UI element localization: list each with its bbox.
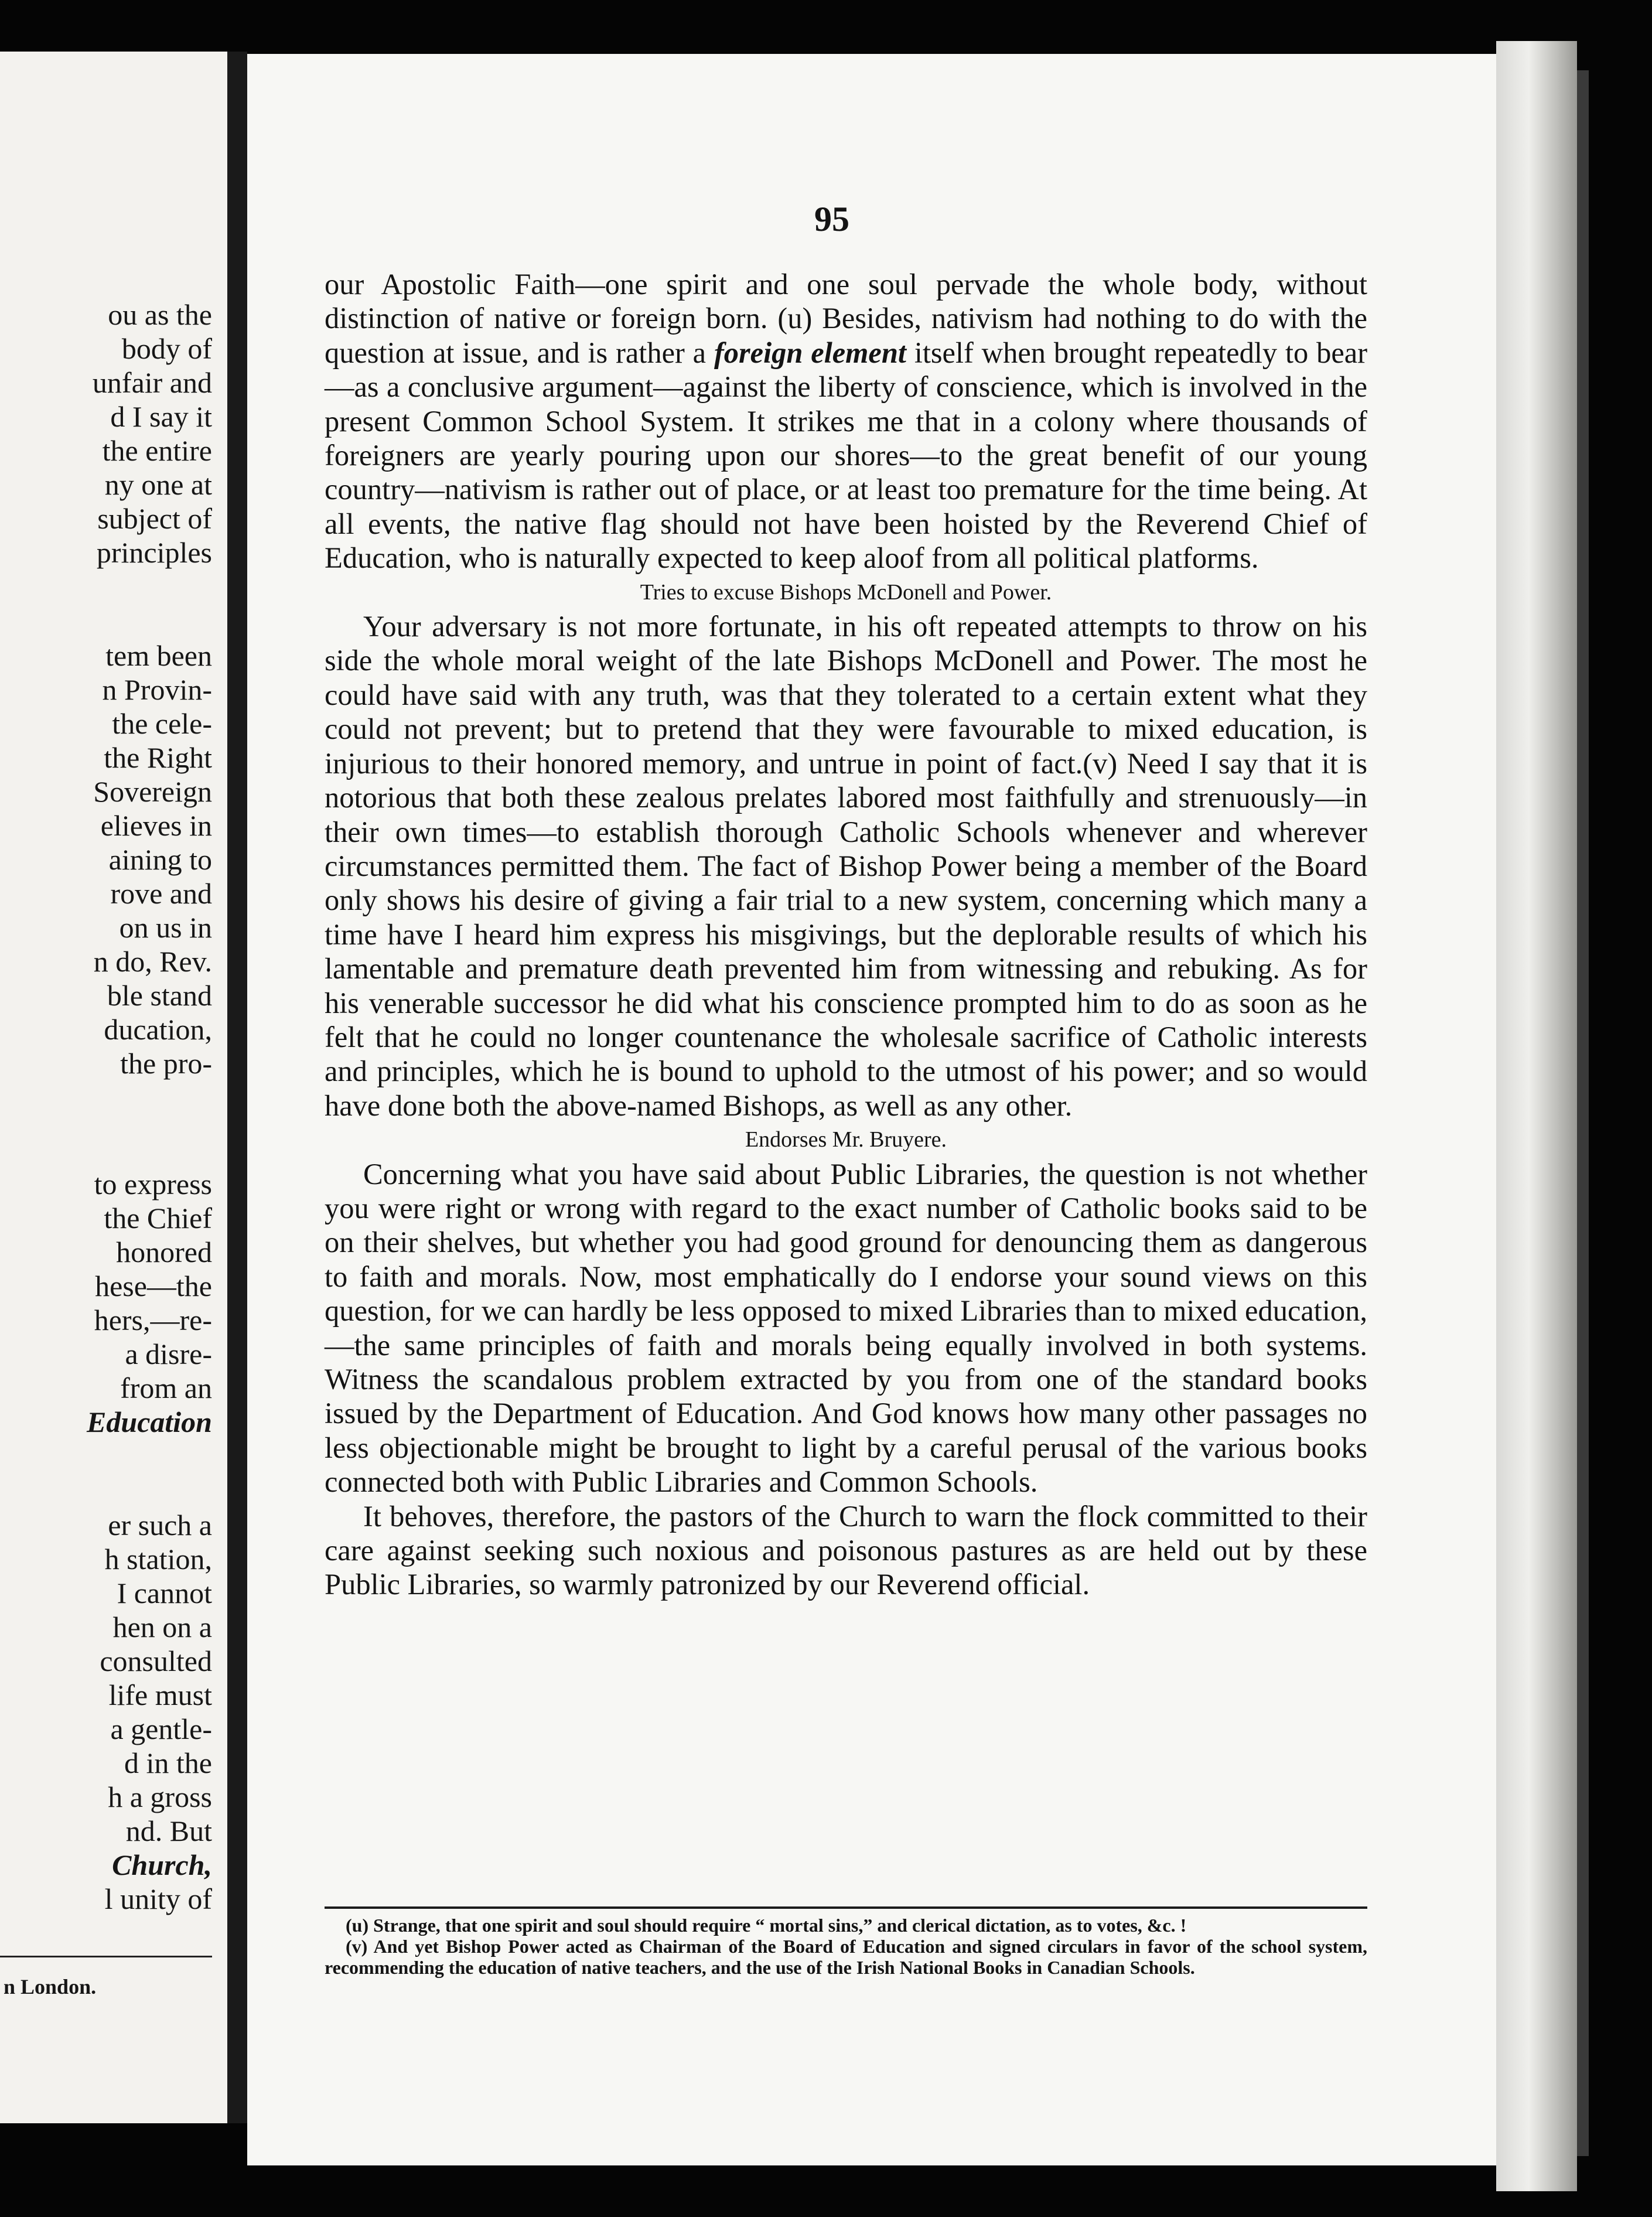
- paragraph-1-text: our Apostolic Faith—one spirit and one soul pervade the whole body, without distinction of native or foreign born. (u) Besides, nativism had nothing to do with the question at issue, and is rather a: [325, 268, 1367, 369]
- left-page-line: tem been: [105, 639, 212, 672]
- left-page-line: Sovereign: [93, 775, 212, 808]
- footnote-v: (v) And yet Bishop Power acted as Chairman of the Board of Education and signed circulars in favor of the school system, recommending the education of native teachers, and the use of the Irish National Books in Canadian Schools.: [325, 1936, 1367, 1978]
- left-page-line: hers,—re-: [94, 1304, 212, 1336]
- left-page-line: nd. But: [125, 1814, 212, 1847]
- page-edges: [1496, 41, 1577, 2191]
- left-page-line: ou as the: [108, 298, 212, 331]
- left-page-line: Church,: [112, 1848, 212, 1881]
- left-page-line: d in the: [124, 1747, 212, 1779]
- left-page-line: I cannot: [117, 1577, 212, 1609]
- foreign-element-emphasis: foreign element: [714, 336, 906, 369]
- left-page-line: hese—the: [95, 1270, 212, 1302]
- paragraph-1-rest: itself when brought repeatedly to bear—as a conclusive argument—against the liberty of conscience, which is involved in the present Common School System. It strikes me that in a colony where thousands of foreigners are yearly pouring upon our shores—to the great benefit of our young country—nativism is rather out of place, or at least too premature for the time being. At all events, the native flag should not have been hoisted by the Reverend Chief of Education, who is naturally expected to keep aloof from all political platforms.: [325, 336, 1368, 575]
- left-page-line: hen on a: [112, 1611, 212, 1643]
- left-page-line: er such a: [108, 1509, 212, 1541]
- left-page-line: n Provin-: [102, 673, 212, 706]
- left-page-line: from an: [120, 1372, 212, 1404]
- page-number: 95: [814, 200, 849, 238]
- paragraph-2: Your adversary is not more fortunate, in his oft repeated attempts to throw on his side the whole moral weight of the late Bishops McDonell and Power. The most he could have said with any truth, was that they tolerated to a certain extent what they could not prevent; but to pretend that they were favourable to mixed education, is injurious to their honored memory, and untrue in point of fact.(v) Need I say that it is notorious that both these zealous prelates labored most faithfully and strenuously—in their own times—to establish thorough Catholic Schools whenever and wherever circumstances permitted them. The fact of Bishop Power being a member of the Board only shows his desire of giving a fair trial to a new system, concerning which many a time have I heard him express his misgivings, but the deplorable results of which his lamentable and premature death prevented him from witnessing and rebuking. As for his venerable successor he did what his conscience prompted him to do as soon as he felt that he could no longer countenance the wholesale sacrifice of Catholic interests and principles, which he is bound to uphold to the utmost of his power; and so would have done both the above-named Bishops, as well as any other.: [325, 610, 1367, 1122]
- book-cover-edge: [1577, 70, 1589, 2156]
- left-page-line: rove and: [110, 877, 212, 910]
- left-page-line: the Right: [104, 741, 212, 774]
- section-heading-bruyere: Endorses Mr. Bruyere.: [745, 1127, 947, 1152]
- left-page-line: n do, Rev.: [93, 945, 212, 978]
- left-page-line: a disre-: [125, 1338, 212, 1370]
- left-page-line: ducation,: [104, 1013, 212, 1046]
- left-page-line: on us in: [119, 911, 212, 944]
- left-page-line: the entire: [102, 434, 212, 467]
- left-page-line: aining to: [108, 843, 212, 876]
- paragraph-3: Concerning what you have said about Public Libraries, the question is not whether you were right or wrong with regard to the exact number of Catholic books said to be on their shelves, but whether you had good ground for denouncing them as dangerous to faith and morals. Now, most emphatically do I endorse your sound views on this question, for we can hardly be less opposed to mixed Libraries than to mixed education,—the same principles of faith and morals being equally involved in both systems. Witness the scandalous problem extracted by you from one of the standard books issued by the Department of Education. And God knows how many other passages no less objectionable might be brought to light by a careful perusal of the various books connected both with Public Libraries and Common Schools.: [325, 1157, 1367, 1499]
- book-gutter: [227, 52, 247, 2123]
- left-facing-page: [0, 52, 227, 2123]
- left-page-line: a gentle-: [110, 1713, 212, 1745]
- left-page-line: life must: [108, 1679, 212, 1711]
- left-page-line: the pro-: [120, 1047, 212, 1080]
- left-page-imprint: n London.: [4, 1975, 97, 1998]
- footnote-rule: [325, 1906, 1367, 1909]
- footnotes: [325, 1915, 1367, 1978]
- section-heading-bishops: Tries to excuse Bishops McDonell and Power.: [640, 579, 1052, 605]
- left-page-line: unfair and: [92, 366, 212, 399]
- left-page-line: l unity of: [104, 1882, 212, 1915]
- left-page-line: to express: [94, 1168, 212, 1200]
- left-page-line: the cele-: [112, 707, 212, 740]
- left-page-line: principles: [96, 536, 212, 569]
- left-page-line: consulted: [100, 1645, 212, 1677]
- footnote-u: (u) Strange, that one spirit and soul should require “ mortal sins,” and clerical dictation, as to votes, &c. !: [346, 1915, 1187, 1936]
- left-page-line: the Chief: [104, 1202, 212, 1234]
- left-page-line: ny one at: [104, 468, 212, 501]
- left-page-line: honored: [116, 1236, 212, 1268]
- left-page-line: elieves in: [100, 809, 212, 842]
- left-page-line: body of: [121, 332, 212, 365]
- left-page-line: subject of: [97, 502, 212, 535]
- left-page-line: ble stand: [107, 979, 212, 1012]
- body-text: [325, 267, 1367, 1602]
- paragraph-4: It behoves, therefore, the pastors of the Church to warn the flock committed to their care against seeking such noxious and poisonous pastures as are held out by these Public Libraries, so warmly patronized by our Reverend official.: [325, 1499, 1367, 1601]
- left-page-footnote-rule: [0, 1956, 212, 1957]
- paragraph-1: [325, 267, 1367, 575]
- left-page-line: h station,: [104, 1543, 212, 1575]
- left-page-line: h a gross: [108, 1781, 212, 1813]
- left-page-line: d I say it: [110, 400, 212, 433]
- left-page-line: Education: [87, 1406, 212, 1438]
